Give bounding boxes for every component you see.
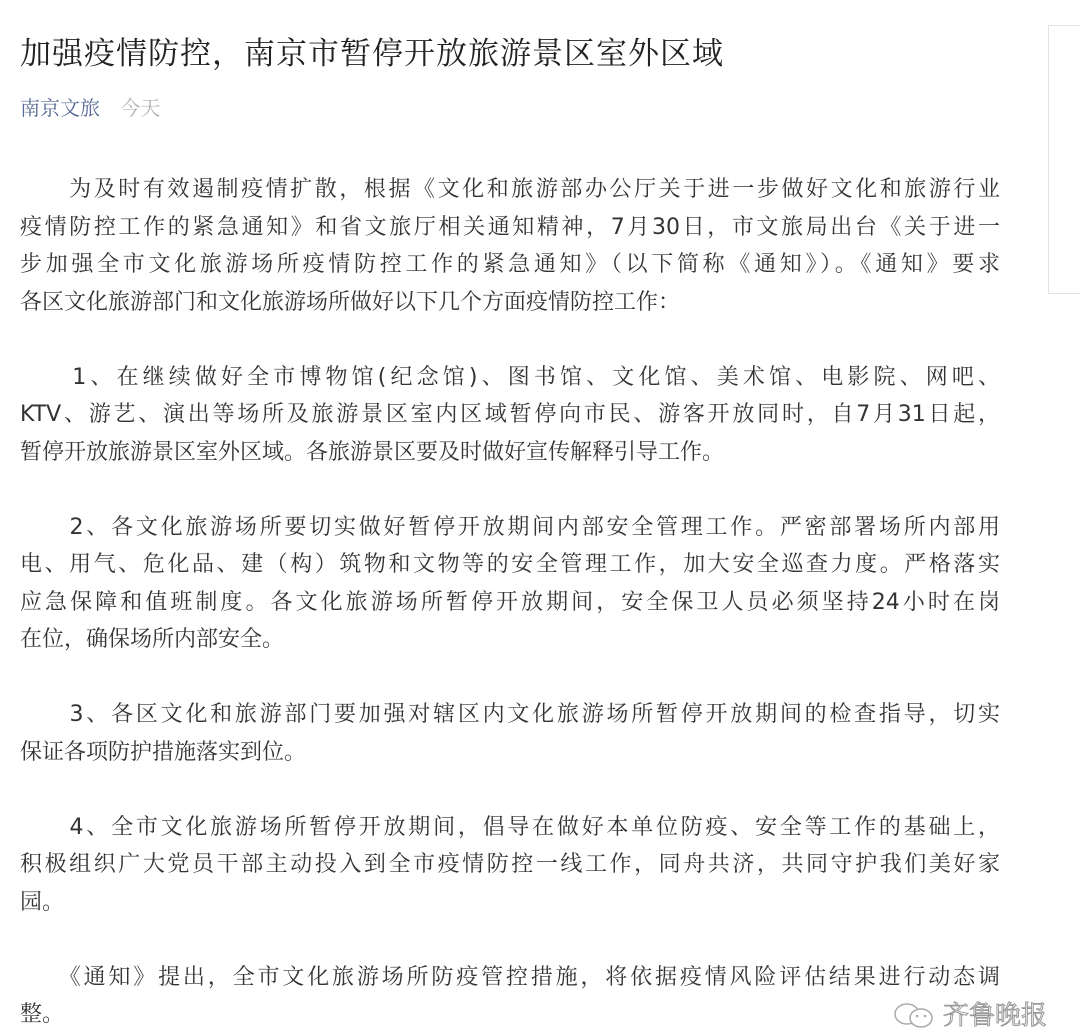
text-line: 2、各文化旅游场所要切实做好暂停开放期间内部安全管理工作。严密部署场所内部用 — [20, 514, 1000, 540]
article-meta — [20, 92, 160, 121]
text-line: 暂停开放旅游景区室外区域。各旅游景区要及时做好宣传解释引导工作。 — [20, 439, 725, 465]
text-line: 在位，确保场所内部安全。 — [20, 627, 285, 652]
paragraph — [20, 509, 1000, 659]
paragraph-gap — [20, 471, 1000, 509]
text-line: 3、各区文化和旅游部门要加强对辖区内文化旅游场所暂停开放期间的检查指导，切实 — [20, 702, 1000, 727]
article-body — [20, 171, 1000, 1034]
text-line: 园。 — [20, 889, 65, 915]
text-line: 1、在继续做好全市博物馆(纪念馆)、图书馆、文化馆、美术馆、电影院、网吧、 — [20, 364, 1000, 390]
text-line: 步加强全市文化旅游场所疫情防控工作的紧急通知》（以下简称《通知》）。《通知》要求 — [20, 252, 1000, 277]
publish-date: 今天 — [120, 96, 161, 120]
text-line: 应急保障和值班制度。各文化旅游场所暂停开放期间，安全保卫人员必须坚持24小时在岗 — [20, 589, 1000, 615]
text-line: 4、全市文化旅游场所暂停开放期间，倡导在做好本单位防疫、安全等工作的基础上， — [20, 814, 1000, 840]
paragraph-gap — [20, 659, 1000, 697]
paragraph — [20, 959, 1000, 1034]
article-title: 加强疫情防控，南京市暂停开放旅游景区室外区域 — [20, 36, 724, 72]
text-line: 电、用气、危化品、建（构）筑物和文物等的安全管理工作，加大安全巡查力度。严格落实 — [20, 552, 1000, 577]
paragraph — [20, 809, 1000, 922]
paragraph-gap — [20, 771, 1000, 809]
text-line: 疫情防控工作的紧急通知》和省文旅厅相关通知精神，7月30日，市文旅局出台《关于进一 — [20, 214, 1000, 240]
paragraph-gap — [20, 321, 1000, 359]
author-link[interactable]: 南京文旅 — [20, 96, 100, 120]
paragraph — [20, 359, 1000, 472]
text-line: 为及时有效遏制疫情扩散，根据《文化和旅游部办公厅关于进一步做好文化和旅游行业 — [20, 177, 1000, 202]
paragraph-gap — [20, 921, 1000, 959]
text-line: 各区文化旅游部门和文化旅游场所做好以下几个方面疫情防控工作： — [20, 289, 681, 315]
paragraph — [20, 696, 1000, 771]
text-line: 《通知》提出，全市文化旅游场所防疫管控措施，将依据疫情风险评估结果进行动态调 — [20, 964, 1000, 990]
watermark — [893, 999, 1047, 1033]
text-line: 整。 — [20, 1002, 65, 1027]
text-line: 积极组织广大党员干部主动投入到全市疫情防控一线工作，同舟共济，共同守护我们美好家 — [20, 852, 1000, 877]
text-line: 保证各项防护措施落实到位。 — [20, 739, 307, 765]
side-panel — [1048, 25, 1080, 294]
watermark-text: 齐鲁晚报 — [943, 1001, 1048, 1031]
paragraph — [20, 171, 1000, 321]
wechat-icon — [893, 1001, 937, 1031]
text-line: KTV、游艺、演出等场所及旅游景区室内区域暂停向市民、游客开放同时，自7月31日起， — [20, 402, 1000, 427]
